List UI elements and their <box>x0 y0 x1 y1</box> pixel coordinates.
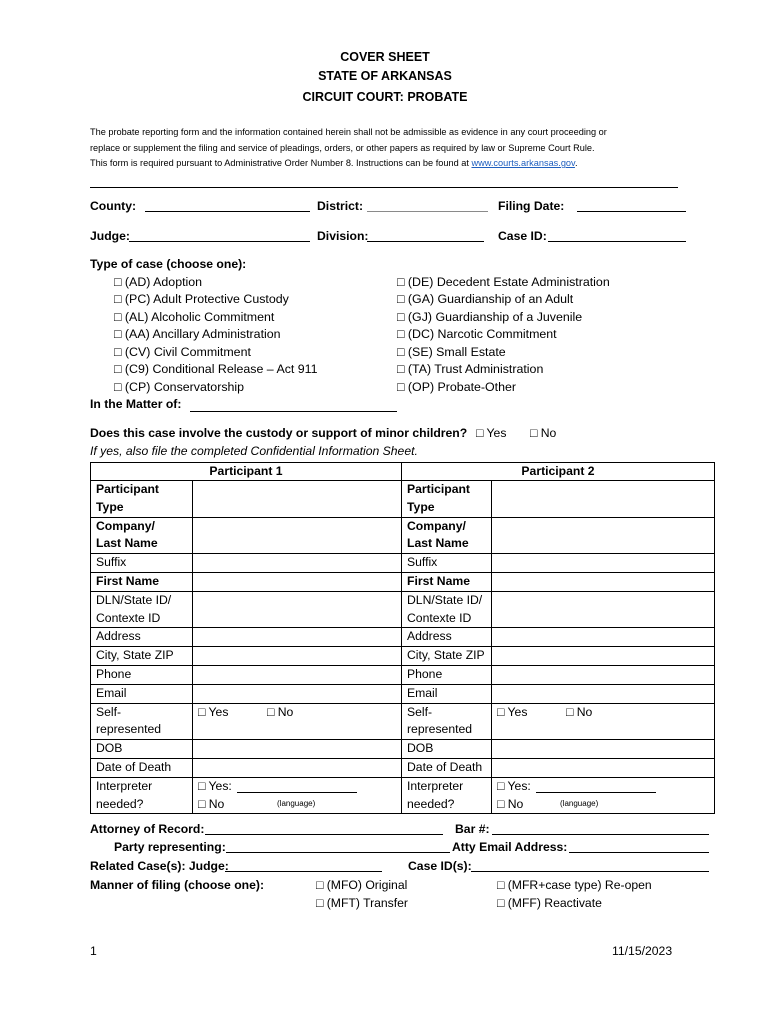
p1-dln-label: DLN/State ID/ Contexte ID <box>91 591 193 628</box>
p1-email-label: Email <box>91 684 193 703</box>
county-input[interactable] <box>145 197 310 212</box>
district-label: District: <box>317 199 364 213</box>
title-state: STATE OF ARKANSAS <box>318 69 452 83</box>
p1-interpreter-cell <box>193 777 402 814</box>
p1-type-input[interactable] <box>193 481 402 518</box>
p1-interpreter-yes-checkbox[interactable]: □ Yes: <box>198 778 232 793</box>
case-option-de[interactable]: □ (DE) Decedent Estate Administration <box>397 275 610 289</box>
p1-dod-label: Date of Death <box>91 758 193 777</box>
p2-city-label: City, State ZIP <box>402 647 492 666</box>
filing-option-mfr[interactable]: □ (MFR+case type) Re-open <box>497 878 652 892</box>
divider <box>90 187 678 188</box>
bar-input[interactable] <box>492 820 709 835</box>
p1-address-label: Address <box>91 628 193 647</box>
p2-language-input[interactable] <box>536 792 656 793</box>
p2-company-input[interactable] <box>492 517 715 554</box>
p1-dln-input[interactable] <box>193 591 402 628</box>
case-id-input[interactable] <box>548 227 686 242</box>
judge-input[interactable] <box>129 227 310 242</box>
p1-phone-label: Phone <box>91 665 193 684</box>
p2-dln-label: DLN/State ID/ Contexte ID <box>402 591 492 628</box>
p1-self-rep-cell <box>193 703 402 740</box>
p2-company-label: Company/ Last Name <box>402 517 492 554</box>
bar-label: Bar #: <box>455 822 490 836</box>
p1-address-input[interactable] <box>193 628 402 647</box>
case-option-c9[interactable]: □ (C9) Conditional Release – Act 911 <box>114 362 318 376</box>
participants-table <box>90 462 715 814</box>
p1-email-input[interactable] <box>193 684 402 703</box>
county-label: County: <box>90 199 137 213</box>
custody-question: Does this case involve the custody or support of minor children? <box>90 426 468 440</box>
title-cover-sheet: COVER SHEET <box>340 50 430 64</box>
case-option-cp[interactable]: □ (CP) Conservatorship <box>114 380 245 394</box>
custody-note: If yes, also file the completed Confidential Information Sheet. <box>90 444 418 458</box>
case-option-gj[interactable]: □ (GJ) Guardianship of a Juvenile <box>397 310 583 324</box>
party-input[interactable] <box>226 838 450 853</box>
p1-city-label: City, State ZIP <box>91 647 193 666</box>
district-input[interactable] <box>367 197 488 212</box>
case-option-op[interactable]: □ (OP) Probate-Other <box>397 380 517 394</box>
p1-dob-input[interactable] <box>193 740 402 759</box>
participant-2-header: Participant 2 <box>402 463 715 481</box>
form-date: 11/15/2023 <box>612 944 673 958</box>
case-ids-label: Case ID(s): <box>408 859 472 873</box>
case-ids-input[interactable] <box>471 857 709 872</box>
p2-dod-input[interactable] <box>492 758 715 777</box>
p2-interpreter-cell <box>492 777 715 814</box>
case-option-aa[interactable]: □ (AA) Ancillary Administration <box>114 327 281 341</box>
p1-suffix-input[interactable] <box>193 554 402 573</box>
p1-type-label: Participant Type <box>91 481 193 518</box>
filing-option-mft[interactable]: □ (MFT) Transfer <box>316 896 408 910</box>
matter-label: In the Matter of: <box>90 397 182 411</box>
division-label: Division: <box>317 229 369 243</box>
case-option-cv[interactable]: □ (CV) Civil Commitment <box>114 345 251 359</box>
party-label: Party representing: <box>114 840 226 854</box>
p2-city-input[interactable] <box>492 647 715 666</box>
intro-paragraph <box>90 125 610 172</box>
filing-date-input[interactable] <box>577 197 686 212</box>
case-option-al[interactable]: □ (AL) Alcoholic Commitment <box>114 310 275 324</box>
page-number: 1 <box>90 944 97 958</box>
case-id-label: Case ID: <box>498 229 547 243</box>
atty-email-label: Atty Email Address: <box>452 840 568 854</box>
filing-date-label: Filing Date: <box>498 199 565 213</box>
division-input[interactable] <box>367 227 484 242</box>
case-option-dc[interactable]: □ (DC) Narcotic Commitment <box>397 327 557 341</box>
p2-dln-input[interactable] <box>492 591 715 628</box>
p2-self-rep-yes-checkbox[interactable]: □ Yes <box>497 704 528 719</box>
intro-text: The probate reporting form and the information contained herein shall not be admissible as evidence in any court proceeding or replace or supplement the filing and service of pleadings, orders, or other papers as required by law or Supreme Court Rule. This form is required pursuant to Administrative Order Number 8. Instructions can be found at <box>90 127 607 168</box>
p1-interpreter-label: Interpreter needed? <box>91 777 193 814</box>
intro-end: . <box>574 158 578 168</box>
case-option-ta[interactable]: □ (TA) Trust Administration <box>397 362 544 376</box>
p1-first-name-label: First Name <box>91 572 193 591</box>
custody-no-checkbox[interactable]: □ No <box>530 426 557 440</box>
p1-dod-input[interactable] <box>193 758 402 777</box>
custody-yes-checkbox[interactable]: □ Yes <box>476 426 507 440</box>
p1-suffix-label: Suffix <box>91 554 193 573</box>
p2-address-label: Address <box>402 628 492 647</box>
p2-suffix-input[interactable] <box>492 554 715 573</box>
p1-self-rep-no-checkbox[interactable]: □ No <box>267 704 294 719</box>
case-option-ad[interactable]: □ (AD) Adoption <box>114 275 203 289</box>
p1-first-name-input[interactable] <box>193 572 402 591</box>
case-option-pc[interactable]: □ (PC) Adult Protective Custody <box>114 292 289 306</box>
p2-dod-label: Date of Death <box>402 758 492 777</box>
p1-company-label: Company/ Last Name <box>91 517 193 554</box>
related-judge-label: Related Case(s): Judge: <box>90 859 229 873</box>
p1-self-rep-yes-checkbox[interactable]: □ Yes <box>198 704 229 719</box>
p1-city-input[interactable] <box>193 647 402 666</box>
p1-self-rep-label: Self- represented <box>91 703 193 740</box>
p2-suffix-label: Suffix <box>402 554 492 573</box>
p1-language-input[interactable] <box>237 792 357 793</box>
p2-email-input[interactable] <box>492 684 715 703</box>
p2-address-input[interactable] <box>492 628 715 647</box>
p2-self-rep-no-checkbox[interactable]: □ No <box>566 704 593 719</box>
p2-type-label: Participant Type <box>402 481 492 518</box>
judge-label: Judge: <box>90 229 130 243</box>
p2-email-label: Email <box>402 684 492 703</box>
filing-option-mfo[interactable]: □ (MFO) Original <box>316 878 408 892</box>
p2-phone-input[interactable] <box>492 665 715 684</box>
atty-email-input[interactable] <box>569 838 709 853</box>
p2-phone-label: Phone <box>402 665 492 684</box>
p1-company-input[interactable] <box>193 517 402 554</box>
attorney-input[interactable] <box>205 820 443 835</box>
matter-input[interactable] <box>190 397 397 412</box>
p2-first-name-input[interactable] <box>492 572 715 591</box>
p1-language-hint: (language) <box>277 798 316 808</box>
p2-interpreter-no-checkbox[interactable]: □ No <box>497 796 524 811</box>
manner-label: Manner of filing (choose one): <box>90 878 265 892</box>
p1-dob-label: DOB <box>91 740 193 759</box>
case-option-se[interactable]: □ (SE) Small Estate <box>397 345 506 359</box>
p2-type-input[interactable] <box>492 481 715 518</box>
case-option-ga[interactable]: □ (GA) Guardianship of an Adult <box>397 292 574 306</box>
p2-dob-input[interactable] <box>492 740 715 759</box>
p1-phone-input[interactable] <box>193 665 402 684</box>
attorney-label: Attorney of Record: <box>90 822 205 836</box>
filing-option-mff[interactable]: □ (MFF) Reactivate <box>497 896 602 910</box>
p2-first-name-label: First Name <box>402 572 492 591</box>
p2-dob-label: DOB <box>402 740 492 759</box>
participant-1-header: Participant 1 <box>91 463 402 481</box>
p2-interpreter-label: Interpreter needed? <box>402 777 492 814</box>
case-type-heading: Type of case (choose one): <box>90 257 247 271</box>
p2-self-rep-label: Self- represented <box>402 703 492 740</box>
courts-link[interactable]: www.courts.arkansas.gov <box>471 158 575 168</box>
p2-interpreter-yes-checkbox[interactable]: □ Yes: <box>497 778 531 793</box>
p2-language-hint: (language) <box>560 798 599 808</box>
related-judge-input[interactable] <box>225 857 382 872</box>
title-court: CIRCUIT COURT: PROBATE <box>302 90 468 104</box>
p2-self-rep-cell <box>492 703 715 740</box>
p1-interpreter-no-checkbox[interactable]: □ No <box>198 796 225 811</box>
